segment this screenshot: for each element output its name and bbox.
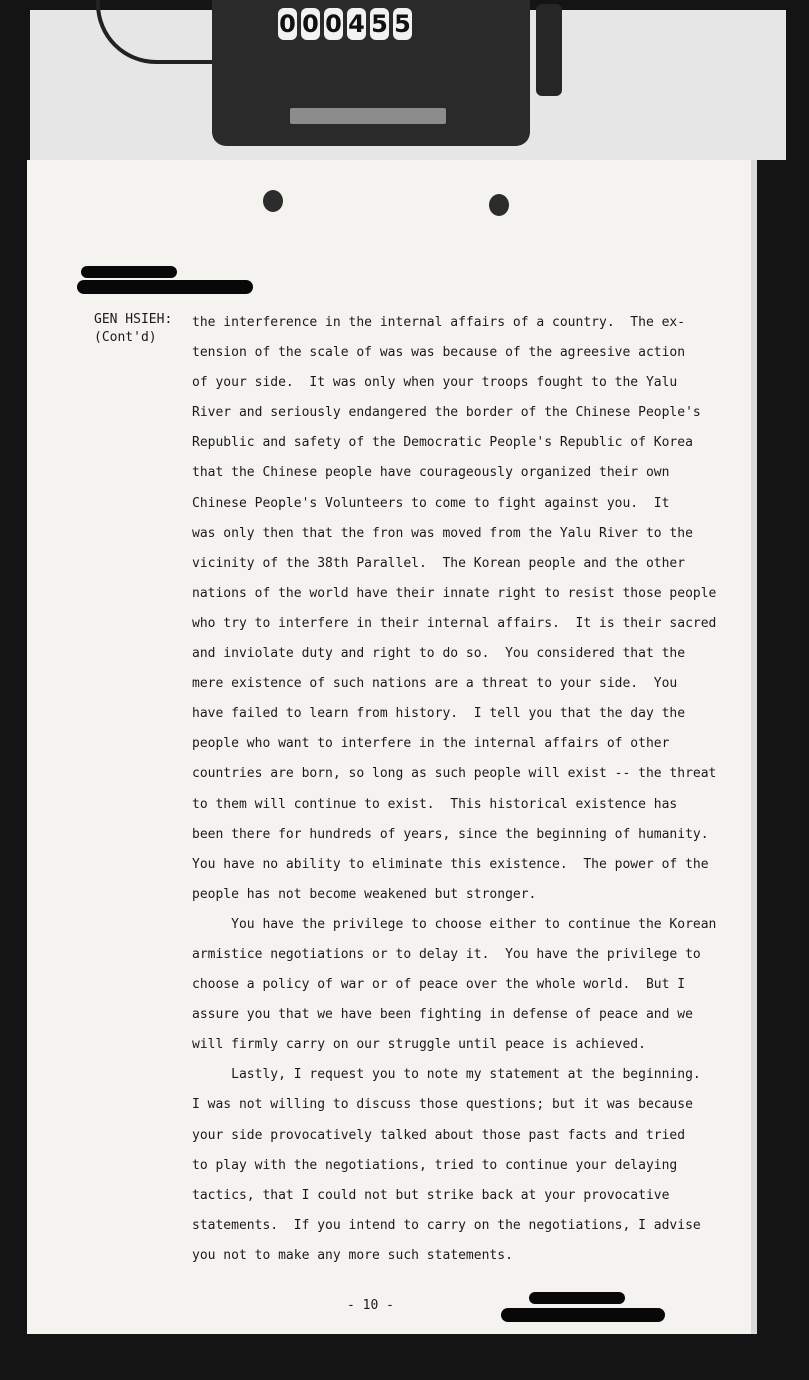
text-line: the interference in the internal affairs of a country. The ex- xyxy=(192,315,686,330)
counter-digit: 4 xyxy=(348,10,365,38)
punch-hole-icon xyxy=(489,194,509,216)
text-line: vicinity of the 38th Parallel. The Korean people and the other xyxy=(192,555,686,571)
text-line: Lastly, I request you to note my statement at the beginning. xyxy=(192,1067,701,1083)
text-line: You have the privilege to choose either to continue the Korean xyxy=(192,916,717,932)
text-line: mere existence of such nations are a threat to your side. You xyxy=(192,676,678,692)
text-line: I was not willing to discuss those questions; but it was because xyxy=(192,1097,693,1113)
counter-slot xyxy=(290,108,446,124)
text-line: been there for hundreds of years, since the beginning of humanity. xyxy=(192,826,709,842)
text-line: armistice negotiations or to delay it. You have the privilege to xyxy=(192,946,701,962)
speaker-continued: (Cont'd) xyxy=(94,330,157,345)
page-number: - 10 - xyxy=(347,1298,394,1313)
counter-digit: 0 xyxy=(302,10,319,38)
text-line: tension of the scale of was was because of the agreesive action xyxy=(192,345,686,361)
text-line: River and seriously endangered the border of the Chinese People's xyxy=(192,405,701,421)
text-line: who try to interfere in their internal affairs. It is their sacred xyxy=(192,615,717,631)
text-line: to them will continue to exist. This historical existence has xyxy=(192,796,678,812)
speaker-name: GEN HSIEH: xyxy=(94,312,173,327)
counter-digit: 5 xyxy=(371,10,388,38)
frame-counter xyxy=(212,0,530,146)
text-line: will firmly carry on our struggle until peace is achieved. xyxy=(192,1037,646,1053)
text-line: that the Chinese people have courageously organized their own xyxy=(192,465,670,481)
counter-digit: 0 xyxy=(325,10,342,38)
text-line: statements. If you intend to carry on the negotiations, I advise xyxy=(192,1217,701,1233)
text-line: tactics, that I could not but strike back at your provocative xyxy=(192,1187,670,1203)
text-line: people who want to interfere in the internal affairs of other xyxy=(192,736,670,752)
text-line: You have no ability to eliminate this existence. The power of the xyxy=(192,856,709,872)
text-line: and inviolate duty and right to do so. You considered that the xyxy=(192,646,686,662)
document-page xyxy=(27,160,751,1334)
document-body xyxy=(192,308,717,1271)
text-line: you not to make any more such statements. xyxy=(192,1247,513,1263)
text-line: was only then that the fron was moved from the Yalu River to the xyxy=(192,525,693,541)
counter-digit: 5 xyxy=(394,10,411,38)
counter-digits xyxy=(278,8,412,44)
text-line: of your side. It was only when your troops fought to the Yalu xyxy=(192,375,678,391)
text-line: your side provocatively talked about those past facts and tried xyxy=(192,1127,686,1143)
text-line: countries are born, so long as such people will exist -- the threat xyxy=(192,766,717,782)
counter-knob xyxy=(536,4,562,96)
text-line: to play with the negotiations, tried to continue your delaying xyxy=(192,1157,678,1173)
punch-hole-icon xyxy=(263,190,283,212)
speaker-label xyxy=(94,311,172,347)
text-line: Chinese People's Volunteers to come to fight against you. It xyxy=(192,495,670,511)
redaction-mark xyxy=(529,1292,625,1304)
text-line: people has not become weakened but stronger. xyxy=(192,886,537,902)
text-line: assure you that we have been fighting in defense of peace and we xyxy=(192,1007,693,1023)
text-line: have failed to learn from history. I tell you that the day the xyxy=(192,706,686,722)
redaction-mark xyxy=(501,1308,665,1322)
text-line: Republic and safety of the Democratic People's Republic of Korea xyxy=(192,435,693,451)
redaction-mark xyxy=(81,266,177,278)
text-line: choose a policy of war or of peace over the whole world. But I xyxy=(192,977,686,993)
counter-digit: 0 xyxy=(279,10,296,38)
redaction-mark xyxy=(77,280,253,294)
text-line: nations of the world have their innate right to resist those people xyxy=(192,585,717,601)
